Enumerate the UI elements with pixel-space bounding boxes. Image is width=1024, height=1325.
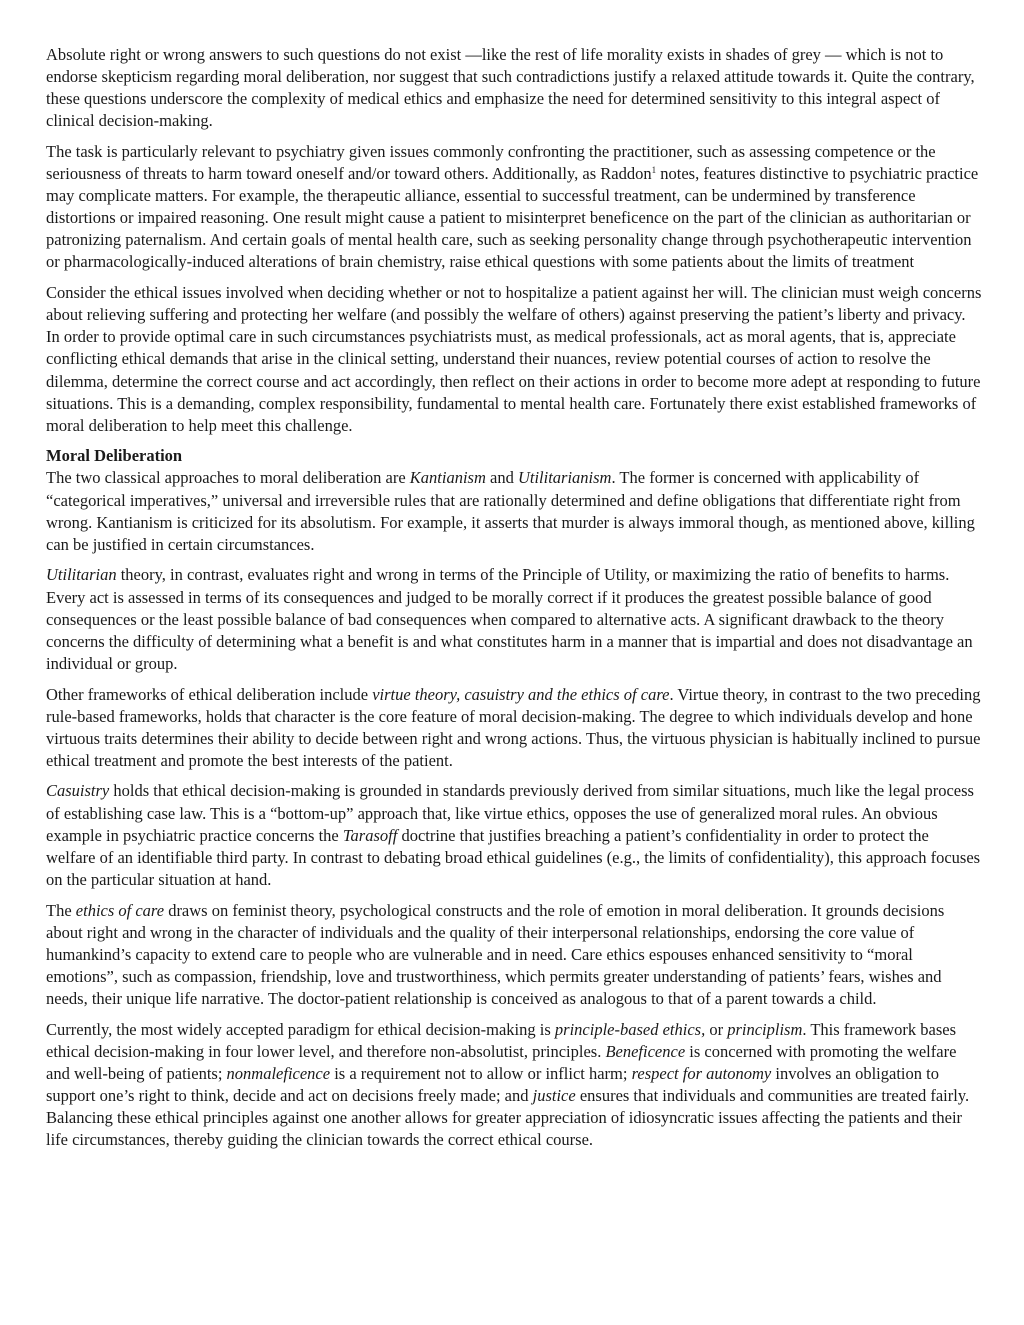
emphasized-text: ethics of care bbox=[75, 900, 165, 920]
body-paragraph bbox=[46, 141, 982, 274]
text-run: draws on feminist theory, psychological constructs and the role of emotion in moral deliberation. It grounds decisions about right and wrong in the character of individuals and the quality of their interpersonal relationships, endorsing the core value of humankind’s capacity to extend care to people who are vulnerable and in need. Care ethics espouses enhanced sensitivity to “moral emotions”, such as compassion, friendship, love and trustworthiness, which permits greater understanding of patients’ fears, wishes and needs, their unique life narrative. The doctor-patient relationship is conceived as analogous to that of a parent towards a child. bbox=[46, 900, 945, 1008]
text-run: involves an obligation to support one’s right to think, decide and act on decisions freely made; and bbox=[46, 1063, 939, 1105]
emphasized-text: respect for autonomy bbox=[631, 1063, 772, 1083]
emphasized-text: nonmaleficence bbox=[226, 1063, 331, 1083]
text-run: Currently, the most widely accepted paradigm for ethical decision-making is bbox=[46, 1019, 555, 1039]
emphasized-text: Utilitarian bbox=[46, 565, 117, 585]
text-run: Absolute right or wrong answers to such questions do not exist —like the rest of life morality exists in shades of grey — which is not to endorse skepticism regarding moral deliberation, nor suggest that such contradictions justify a relaxed attitude towards it. Quite the contrary, these questions underscore the complexity of medical ethics and emphasize the need for determined sensitivity to this integral aspect of clinical decision-making. bbox=[46, 45, 975, 131]
emphasized-text: principle-based ethics, bbox=[554, 1019, 706, 1039]
text-run: The bbox=[46, 900, 76, 920]
text-run: is a requirement not to allow or inflict harm; bbox=[330, 1063, 632, 1083]
emphasized-text: justice bbox=[532, 1085, 576, 1105]
emphasized-text: Kantianism bbox=[409, 468, 486, 488]
text-run: theory, in contrast, evaluates right and wrong in terms of the Principle of Utility, or maximizing the ratio of benefits to harms. Every act is assessed in terms of its consequences and judged to be morally correct if it produces the greatest possible balance of good consequences or the least possible balance of bad consequences when compared to alternative acts. A significant drawback to the theory concerns the difficulty of determining what a benefit is and what constitutes harm in a manner that is impartial and does not disadvantage an individual or group. bbox=[46, 565, 973, 673]
text-run: ensures that individuals and communities are treated fairly. Balancing these ethical principles against one another allows for greater appreciation of idiosyncratic issues affecting the patients and their life circumstances, thereby guiding the clinician towards the correct ethical course. bbox=[46, 1085, 970, 1150]
emphasized-text: principlism bbox=[727, 1019, 803, 1039]
section-heading bbox=[46, 445, 982, 467]
document-page bbox=[46, 44, 982, 1160]
text-run: notes, features distinctive to psychiatric practice may complicate matters. For example, the therapeutic alliance, essential to successful treatment, can be undermined by transference distortions or impaired reasoning. One result might cause a patient to misinterpret beneficence on the part of the clinician as authoritarian or patronizing paternalism. And certain goals of mental health care, such as seeking personality change through psychotherapeutic intervention or pharmacologically-induced alterations of brain chemistry, raise ethical questions with some patients about the limits of treatment bbox=[46, 164, 979, 272]
text-run: is concerned with promoting the welfare and well-being of patients; bbox=[46, 1041, 957, 1083]
body-paragraph bbox=[46, 282, 982, 437]
body-paragraph bbox=[46, 467, 982, 555]
text-run: holds that ethical decision-making is grounded in standards previously derived from similar situations, much like the legal process of establishing case law. This is a “bottom-up” approach that, like virtue ethics, opposes the use of generalized moral rules. An obvious example in psychiatric practice concerns the bbox=[46, 781, 974, 845]
body-paragraph bbox=[46, 684, 982, 772]
emphasized-text: virtue theory, casuistry and the ethics of care bbox=[372, 684, 670, 704]
body-paragraph bbox=[46, 780, 982, 890]
text-run: Other frameworks of ethical deliberation include bbox=[46, 684, 373, 704]
emphasized-text: Tarasoff bbox=[342, 825, 398, 845]
body-paragraph bbox=[46, 900, 982, 1010]
text-run: Consider the ethical issues involved when deciding whether or not to hospitalize a patient against her will. The clinician must weigh concerns about relieving suffering and protecting her welfare (and possibly the welfare of others) against preserving the patient’s liberty and privacy. In order to provide optimal care in such circumstances psychiatrists must, as medical professionals, act as moral agents, that is, appreciate conflicting ethical demands that arise in the clinical setting, understand their nuances, review potential courses of action to resolve the dilemma, determine the correct course and act accordingly, then reflect on their actions in order to become more adept at responding to future situations. This is a demanding, complex responsibility, fundamental to mental health care. Fortunately there exist established frameworks of moral deliberation to help meet this challenge. bbox=[46, 283, 982, 435]
text-run: Moral Deliberation bbox=[46, 446, 183, 466]
emphasized-text: Beneficence bbox=[605, 1041, 686, 1061]
text-run: doctrine that justifies breaching a patient’s confidentiality in order to protect the welfare of an identifiable third party. In contrast to debating broad ethical guidelines (e.g., the limits of confidentiality), this approach focuses on the particular situation at hand. bbox=[46, 825, 981, 889]
text-run: . The former is concerned with applicability of “categorical imperatives,” universal and irreversible rules that are rationally determined and define obligations that differentiate right from wrong. Kantianism is criticized for its absolutism. For example, it asserts that murder is always immoral though, as mentioned above, killing can be justified in certain circumstances. bbox=[46, 468, 975, 554]
emphasized-text: Utilitarianism bbox=[517, 468, 612, 488]
text-run: . Virtue theory, in contrast to the two preceding rule-based frameworks, holds that character is the core feature of moral decision-making. The degree to which individuals develop and hone virtuous traits determines their ability to decide between right and wrong actions. Thus, the virtuous physician is habitually inclined to pursue ethical treatment and promote the best interests of the patient. bbox=[46, 684, 981, 770]
body-paragraph bbox=[46, 564, 982, 674]
text-run: . This framework bases ethical decision-making in four lower level, and therefore non-absolutist, principles. bbox=[46, 1019, 957, 1061]
text-run: or bbox=[705, 1019, 728, 1039]
body-paragraph bbox=[46, 44, 982, 132]
footnote-reference: 1 bbox=[651, 165, 657, 176]
emphasized-text: Casuistry bbox=[46, 781, 110, 801]
text-run: and bbox=[485, 468, 518, 488]
text-run: The two classical approaches to moral deliberation are bbox=[46, 468, 410, 488]
body-paragraph bbox=[46, 1019, 982, 1152]
text-run: The task is particularly relevant to psychiatry given issues commonly confronting the practitioner, such as assessing competence or the seriousness of threats to harm toward oneself and/or toward others. Additionally, as Raddon bbox=[46, 141, 936, 184]
